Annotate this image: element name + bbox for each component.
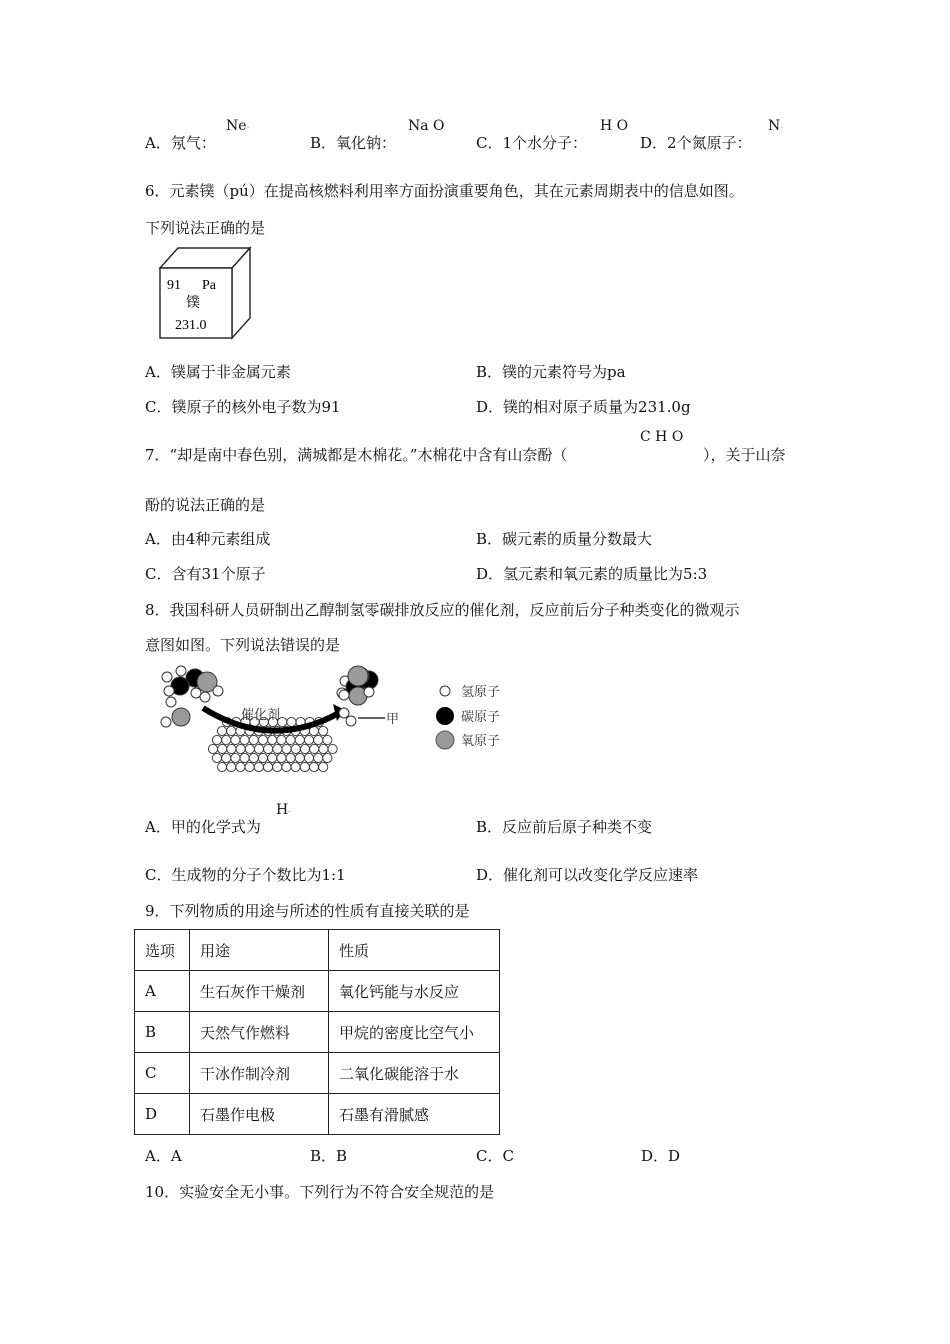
q8-option-d: D．催化剂可以改变化学反应速率 [476, 866, 699, 884]
catalyst-particle [245, 744, 254, 753]
water-molecule [161, 697, 190, 727]
header-cell: 选项 [135, 930, 190, 971]
table-row [135, 1053, 500, 1094]
table-header-row [135, 930, 500, 971]
element-symbol: Pa [202, 278, 216, 293]
catalyst-particle [319, 726, 328, 735]
q8-stem-line2: 意图如图。下列说法错误的是 [145, 636, 341, 654]
catalyst-particle [208, 744, 217, 753]
table-cell: 氧化钙能与水反应 [329, 971, 500, 1012]
catalyst-particle [287, 717, 296, 726]
table-cell: 石墨有滑腻感 [329, 1094, 500, 1135]
catalyst-particle [309, 762, 318, 771]
q9-option-c: C．C [476, 1147, 514, 1165]
q8-formula-a: H- [276, 802, 291, 818]
header-cell: 性质 [329, 930, 500, 971]
catalyst-particle [222, 735, 231, 744]
catalyst-particle [217, 726, 226, 735]
catalyst-particle [277, 753, 286, 762]
catalyst-particle [212, 735, 221, 744]
table-cell: C [135, 1053, 190, 1094]
header-cell: 用途 [190, 930, 329, 971]
catalyst-particle [282, 762, 291, 771]
catalyst-particle [258, 753, 267, 762]
catalyst-particle [295, 753, 304, 762]
catalyst-particle [291, 744, 300, 753]
table-cell: 天然气作燃料 [190, 1012, 329, 1053]
q5-formula-b: Na O [408, 118, 445, 134]
catalyst-particle [286, 735, 295, 744]
catalyst-particle [314, 753, 323, 762]
element-cell-figure [155, 244, 255, 340]
q5-formula-c: H O [600, 118, 629, 134]
catalyst-particle [254, 762, 263, 771]
q7-option-a: A．由4种元素组成 [145, 530, 271, 548]
q8-option-a: A．甲的化学式为 [145, 818, 261, 836]
catalyst-particle [245, 762, 254, 771]
catalyst-particle [295, 735, 304, 744]
catalyst-particle [212, 753, 221, 762]
table-row [135, 1094, 500, 1135]
catalyst-particle [273, 762, 282, 771]
catalyst-particle [304, 753, 313, 762]
element-mass: 231.0 [175, 318, 207, 333]
q7-option-c: C．含有31个原子 [145, 565, 266, 583]
q5-option-b: B．氧化钠： [310, 134, 397, 152]
q5-option-c: C．1个水分子： [476, 134, 588, 152]
table-cell: 生石灰作干燥剂 [190, 971, 329, 1012]
q9-option-a: A．A [145, 1147, 182, 1165]
q6-option-a: A．镤属于非金属元素 [145, 363, 291, 381]
q8-stem-line1: 8．我国科研人员研制出乙醇制氢零碳排放反应的催化剂，反应前后分子种类变化的微观示 [145, 601, 740, 619]
catalyst-particle [323, 735, 332, 744]
catalyst-particle [227, 726, 236, 735]
catalyst-label: 催化剂 [241, 707, 281, 722]
catalyst-particle [323, 753, 332, 762]
legend-carbon-icon [436, 707, 454, 725]
catalyst-particle [282, 744, 291, 753]
catalyst-particle [277, 735, 286, 744]
catalyst-particle [222, 753, 231, 762]
element-name: 镤 [186, 296, 200, 311]
q7-formula: C H O [640, 429, 684, 445]
q9-table [134, 929, 500, 1135]
legend-hydrogen-icon [440, 686, 450, 696]
catalyst-particle [236, 762, 245, 771]
catalyst-particle [319, 762, 328, 771]
catalyst-particle [268, 735, 277, 744]
q8-option-b: B．反应前后原子种类不变 [476, 818, 653, 836]
catalyst-particle [273, 744, 282, 753]
q6-stem-line1: 6．元素镤（pú）在提高核燃料利用率方面扮演重要角色，其在元素周期表中的信息如图。 [145, 182, 744, 200]
catalyst-particle [268, 753, 277, 762]
q9-stem: 9．下列物质的用途与所述的性质有直接关联的是 [145, 902, 470, 920]
q6-option-c: C．镤原子的核外电子数为91 [145, 398, 341, 416]
legend-oxygen-icon [436, 731, 454, 749]
q5-option-d: D．2个氮原子： [640, 134, 752, 152]
q7-option-d: D．氢元素和氧元素的质量比为5:3 [476, 565, 708, 583]
table-row [135, 971, 500, 1012]
catalyst-particle [263, 762, 272, 771]
catalyst-particle [291, 762, 300, 771]
q6-option-d: D．镤的相对原子质量为231.0g [476, 398, 691, 416]
catalyst-particle [314, 735, 323, 744]
q7-stem-line1-pre: 7．“却是南中春色别，满城都是木棉花。”木棉花中含有山奈酚（ [145, 446, 568, 464]
product-molecule [337, 666, 378, 705]
catalyst-particle [249, 735, 258, 744]
product-jia-label: 甲 [386, 711, 400, 726]
element-number: 91 [167, 278, 181, 293]
catalyst-particle [300, 744, 309, 753]
catalyst-particle [304, 735, 313, 744]
table-cell: 甲烷的密度比空气小 [329, 1012, 500, 1053]
catalyst-particle [319, 744, 328, 753]
catalyst-particle [240, 735, 249, 744]
q6-option-b: B．镤的元素符号为pa [476, 363, 626, 381]
table-cell: B [135, 1012, 190, 1053]
legend-oxygen: 氧原子 [461, 733, 501, 748]
catalyst-particle [328, 744, 337, 753]
catalyst-particle [217, 762, 226, 771]
catalyst-particle [264, 744, 273, 753]
q5-option-a: A．氖气： [145, 134, 216, 152]
catalyst-particle [286, 753, 295, 762]
catalyst-particle [310, 744, 319, 753]
q5-formula-a: Ne- [226, 118, 250, 134]
table-cell: A [135, 971, 190, 1012]
catalyst-particle [254, 744, 263, 753]
catalyst-particle [231, 753, 240, 762]
catalyst-particle [236, 744, 245, 753]
reaction-diagram [155, 662, 525, 782]
catalyst-particle [231, 735, 240, 744]
catalyst-particle [240, 753, 249, 762]
catalyst-particle [218, 744, 227, 753]
catalyst-particle [249, 753, 258, 762]
table-cell: 干冰作制冷剂 [190, 1053, 329, 1094]
catalyst-particle [300, 762, 309, 771]
q7-stem-line2: 酚的说法正确的是 [145, 496, 266, 514]
q7-option-b: B．碳元素的质量分数最大 [476, 530, 653, 548]
product-jia-molecule [339, 708, 356, 726]
catalyst-particle [227, 762, 236, 771]
q9-option-b: B．B [310, 1147, 348, 1165]
q5-formula-d: N- [768, 118, 783, 134]
catalyst-particle [227, 744, 236, 753]
q9-option-d: D．D [641, 1147, 681, 1165]
legend-carbon: 碳原子 [461, 709, 501, 724]
table-cell: D [135, 1094, 190, 1135]
table-cell: 石墨作电极 [190, 1094, 329, 1135]
legend-hydrogen: 氢原子 [461, 684, 501, 699]
q8-option-c: C．生成物的分子个数比为1:1 [145, 866, 346, 884]
q6-stem-line2: 下列说法正确的是 [145, 219, 266, 237]
table-cell: 二氧化碳能溶于水 [329, 1053, 500, 1094]
q7-stem-line1-post: ），关于山奈 [703, 446, 786, 464]
catalyst-particle [258, 735, 267, 744]
q10-stem: 10．实验安全无小事。下列行为不符合安全规范的是 [145, 1183, 495, 1201]
table-row [135, 1012, 500, 1053]
